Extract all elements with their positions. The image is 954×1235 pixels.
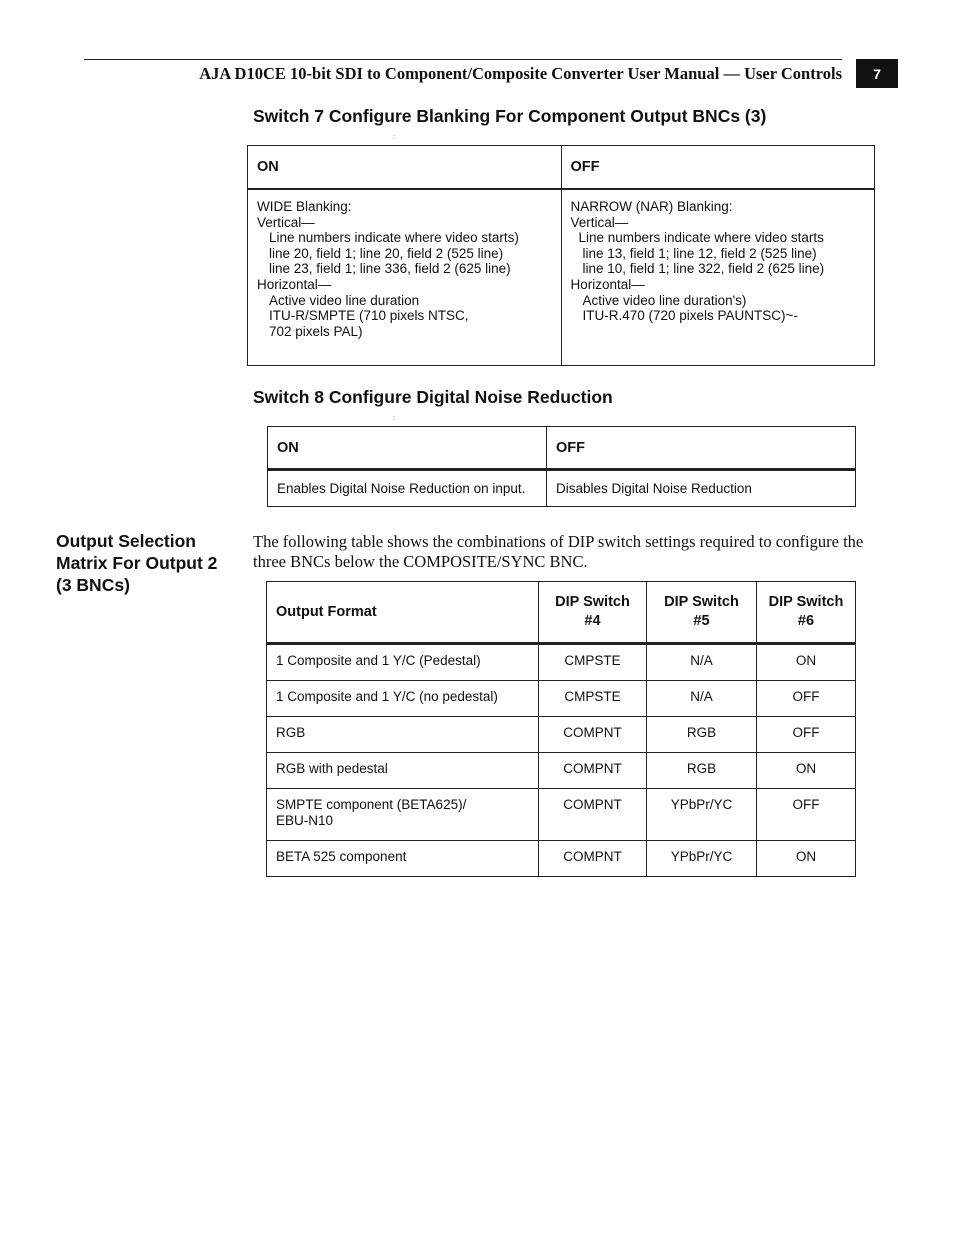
cell-line: line 20, field 1; line 20, field 2 (525 line) (269, 245, 504, 261)
cell-line: ITU-R.470 (720 pixels PAUNTSC)~- (582, 308, 798, 324)
cell-line: NARROW (NAR) Blanking: (570, 199, 733, 214)
cell-sw6: ON (757, 644, 856, 681)
switch8-heading: Switch 8 Configure Digital Noise Reduction (253, 387, 613, 407)
switch7-on-header: ON (248, 146, 562, 190)
switch8-off-cell: Disables Digital Noise Reduction (547, 470, 856, 507)
col-output-format: Output Format (267, 582, 539, 644)
header-line: #6 (797, 613, 815, 629)
cell-line: SMPTE component (BETA625)/ (276, 797, 467, 812)
cell-line: Horizontal— (257, 276, 332, 292)
cell-sw4: COMPNT (539, 753, 647, 789)
header-rule (84, 59, 842, 60)
header-line: DIP Switch (664, 594, 739, 610)
cell-format: 1 Composite and 1 Y/C (no pedestal) (267, 681, 539, 717)
cell-format: RGB with pedestal (267, 753, 539, 789)
cell-sw5: YPbPr/YC (647, 841, 757, 877)
matrix-side-heading: Output Selection Matrix For Output 2 (3 BNCs) (56, 531, 218, 595)
cell-line: ITU-R/SMPTE (710 pixels NTSC, (269, 308, 469, 324)
cell-sw6: OFF (757, 789, 856, 841)
switch8-on-cell: Enables Digital Noise Reduction on input. (268, 470, 547, 507)
table-row (267, 717, 856, 753)
switch7-tick: : (393, 134, 395, 141)
cell-format: RGB (267, 717, 539, 753)
header-line: #4 (584, 613, 601, 629)
switch7-off-header: OFF (561, 146, 875, 190)
cell-line: line 13, field 1; line 12, field 2 (525 line) (582, 245, 817, 261)
matrix-intro-paragraph: The following table shows the combinations of DIP switch settings required to configure the three BNCs below the COMPOSITE/SYNC BNC. (253, 532, 864, 571)
cell-line: Line numbers indicate where video starts) (269, 230, 519, 246)
header-line: #5 (693, 613, 710, 629)
cell-line: Line numbers indicate where video starts (578, 230, 824, 246)
cell-line: line 23, field 1; line 336, field 2 (625 line) (269, 261, 511, 277)
table-row (267, 753, 856, 789)
cell-sw6: ON (757, 841, 856, 877)
cell-format: BETA 525 component (267, 841, 539, 877)
switch7-on-cell (248, 189, 562, 366)
table-row (267, 789, 856, 841)
cell-sw4: COMPNT (539, 789, 647, 841)
cell-sw4: COMPNT (539, 717, 647, 753)
cell-line: Vertical— (570, 214, 629, 230)
cell-sw6: OFF (757, 717, 856, 753)
switch8-on-header: ON (268, 427, 547, 470)
table-row (268, 470, 856, 507)
table-row (267, 841, 856, 877)
header-line: DIP Switch (768, 594, 844, 610)
output-matrix-table (266, 581, 856, 877)
switch8-table (267, 426, 856, 507)
page-number: 7 (856, 59, 898, 88)
col-dip-switch-5 (647, 582, 757, 644)
cell-line: line 10, field 1; line 322, field 2 (625 line) (582, 261, 825, 277)
cell-format: 1 Composite and 1 Y/C (Pedestal) (267, 644, 539, 681)
table-row (267, 681, 856, 717)
cell-line: Horizontal— (570, 276, 645, 292)
cell-sw6: OFF (757, 681, 856, 717)
switch7-off-cell (561, 189, 875, 366)
cell-sw4: CMPSTE (539, 681, 647, 717)
cell-sw5: YPbPr/YC (647, 789, 757, 841)
cell-line: Active video line duration's) (582, 292, 747, 308)
running-header-title: AJA D10CE 10-bit SDI to Component/Composite Converter User Manual — User Controls (199, 64, 842, 83)
cell-sw6: ON (757, 753, 856, 789)
switch7-table (247, 145, 875, 366)
table-header-row (268, 427, 856, 470)
table-row (248, 189, 875, 366)
col-dip-switch-6 (757, 582, 856, 644)
cell-line: 702 pixels PAL) (269, 323, 363, 339)
cell-sw5: N/A (647, 644, 757, 681)
cell-sw4: COMPNT (539, 841, 647, 877)
cell-line: Vertical— (257, 214, 315, 230)
table-header-row (248, 146, 875, 190)
table-row (267, 644, 856, 681)
header-line: DIP Switch (555, 594, 630, 610)
table-header-row (267, 582, 856, 644)
switch7-heading: Switch 7 Configure Blanking For Component Output BNCs (3) (253, 106, 767, 126)
switch8-off-header: OFF (547, 427, 856, 470)
cell-sw4: CMPSTE (539, 644, 647, 681)
cell-line: Active video line duration (269, 292, 420, 308)
cell-line: WIDE Blanking: (257, 199, 352, 214)
cell-sw5: RGB (647, 717, 757, 753)
cell-format (267, 789, 539, 841)
cell-sw5: N/A (647, 681, 757, 717)
cell-sw5: RGB (647, 753, 757, 789)
col-dip-switch-4 (539, 582, 647, 644)
cell-line: EBU-N10 (276, 812, 334, 828)
switch8-tick: : (393, 415, 395, 422)
